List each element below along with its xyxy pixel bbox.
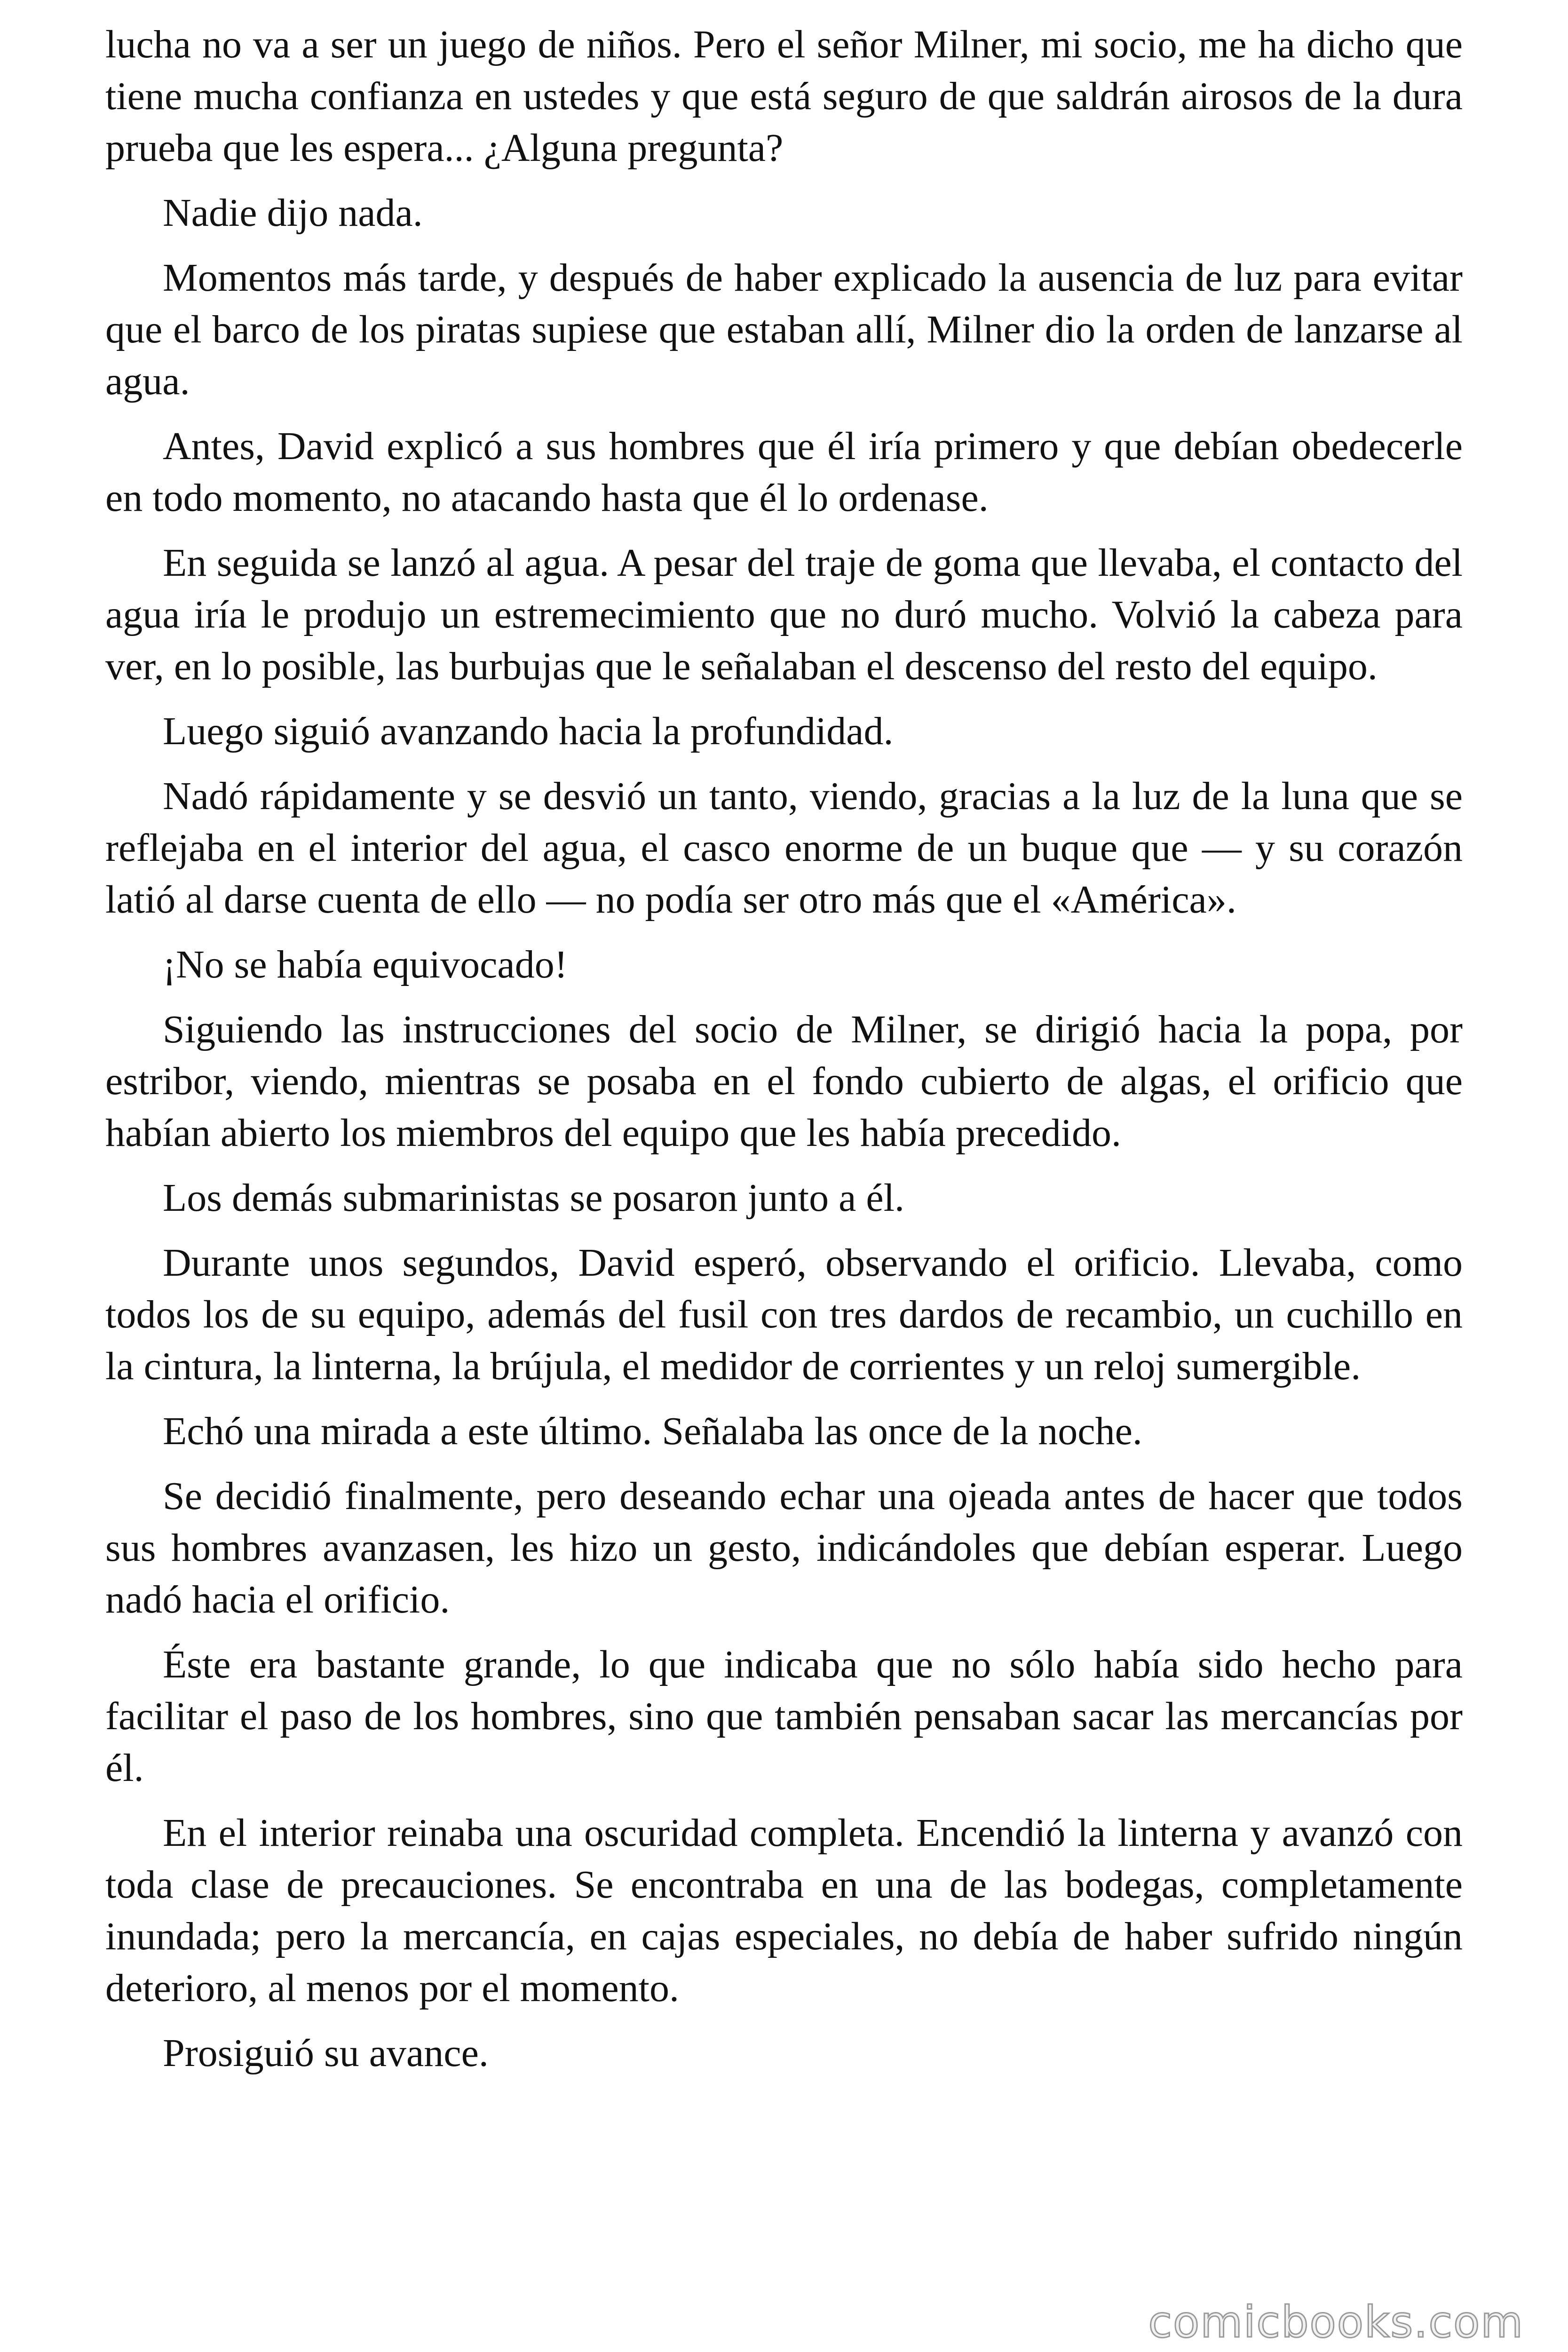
paragraph-continuation: lucha no va a ser un juego de niños. Pero el señor Milner, mi socio, me ha dicho que tiene mucha confianza en ustedes y que está seguro de que saldrán airosos de la dura prueba que les espera... ¿Alguna pregunta? [105, 23, 1463, 170]
paragraph: Antes, David explicó a sus hombres que él iría primero y que debían obedecerle en todo momento, no atacando hasta que él lo ordenase. [105, 424, 1463, 520]
paragraph: Nadie dijo nada. [163, 191, 423, 235]
paragraph: Nadó rápidamente y se desvió un tanto, viendo, gracias a la luz de la luna que se reflejaba en el interior del agua, el casco enorme de un buque que — y su corazón latió al darse cuenta de ello — no podía ser otro más que el «América». [105, 774, 1463, 922]
paragraph: Luego siguió avanzando hacia la profundidad. [163, 709, 894, 753]
paragraph: Siguiendo las instrucciones del socio de Milner, se dirigió hacia la popa, por estribor, viendo, mientras se posaba en el fondo cubierto de algas, el orificio que habían abierto los miembros del equipo que les había precedido. [105, 1008, 1463, 1155]
paragraph: En seguida se lanzó al agua. A pesar del traje de goma que llevaba, el contacto del agua iría le produjo un estremecimiento que no duró mucho. Volvió la cabeza para ver, en lo posible, las burbujas que le señalaban el descenso del resto del equipo. [105, 541, 1463, 688]
paragraph: Éste era bastante grande, lo que indicaba que no sólo había sido hecho para facilitar el paso de los hombres, sino que también pensaban sacar las mercancías por él. [105, 1643, 1463, 1790]
paragraph: Momentos más tarde, y después de haber explicado la ausencia de luz para evitar que el barco de los piratas supiese que estaban allí, Milner dio la orden de lanzarse al agua. [105, 256, 1463, 403]
paragraph: Durante unos segundos, David esperó, observando el orificio. Llevaba, como todos los de su equipo, además del fusil con tres dardos de recambio, un cuchillo en la cintura, la linterna, la brújula, el medidor de corrientes y un reloj sumergible. [105, 1241, 1463, 1388]
body-text [105, 19, 1463, 2092]
watermark: comicbooks.com [1148, 2297, 1524, 2347]
paragraph: ¡No se había equivocado! [163, 943, 568, 986]
paragraph: Prosiguió su avance. [163, 2031, 489, 2075]
paragraph: Se decidió finalmente, pero deseando echar una ojeada antes de hacer que todos sus hombres avanzasen, les hizo un gesto, indicándoles que debían esperar. Luego nadó hacia el orificio. [105, 1474, 1463, 1621]
paragraph: Los demás submarinistas se posaron junto a él. [163, 1176, 905, 1220]
paragraph: Echó una mirada a este último. Señalaba las once de la noche. [163, 1409, 1142, 1453]
paragraph: En el interior reinaba una oscuridad completa. Encendió la linterna y avanzó con toda clase de precauciones. Se encontraba en una de las bodegas, completamente inundada; pero la mercancía, en cajas especiales, no debía de haber sufrido ningún deterioro, al menos por el momento. [105, 1811, 1463, 2010]
